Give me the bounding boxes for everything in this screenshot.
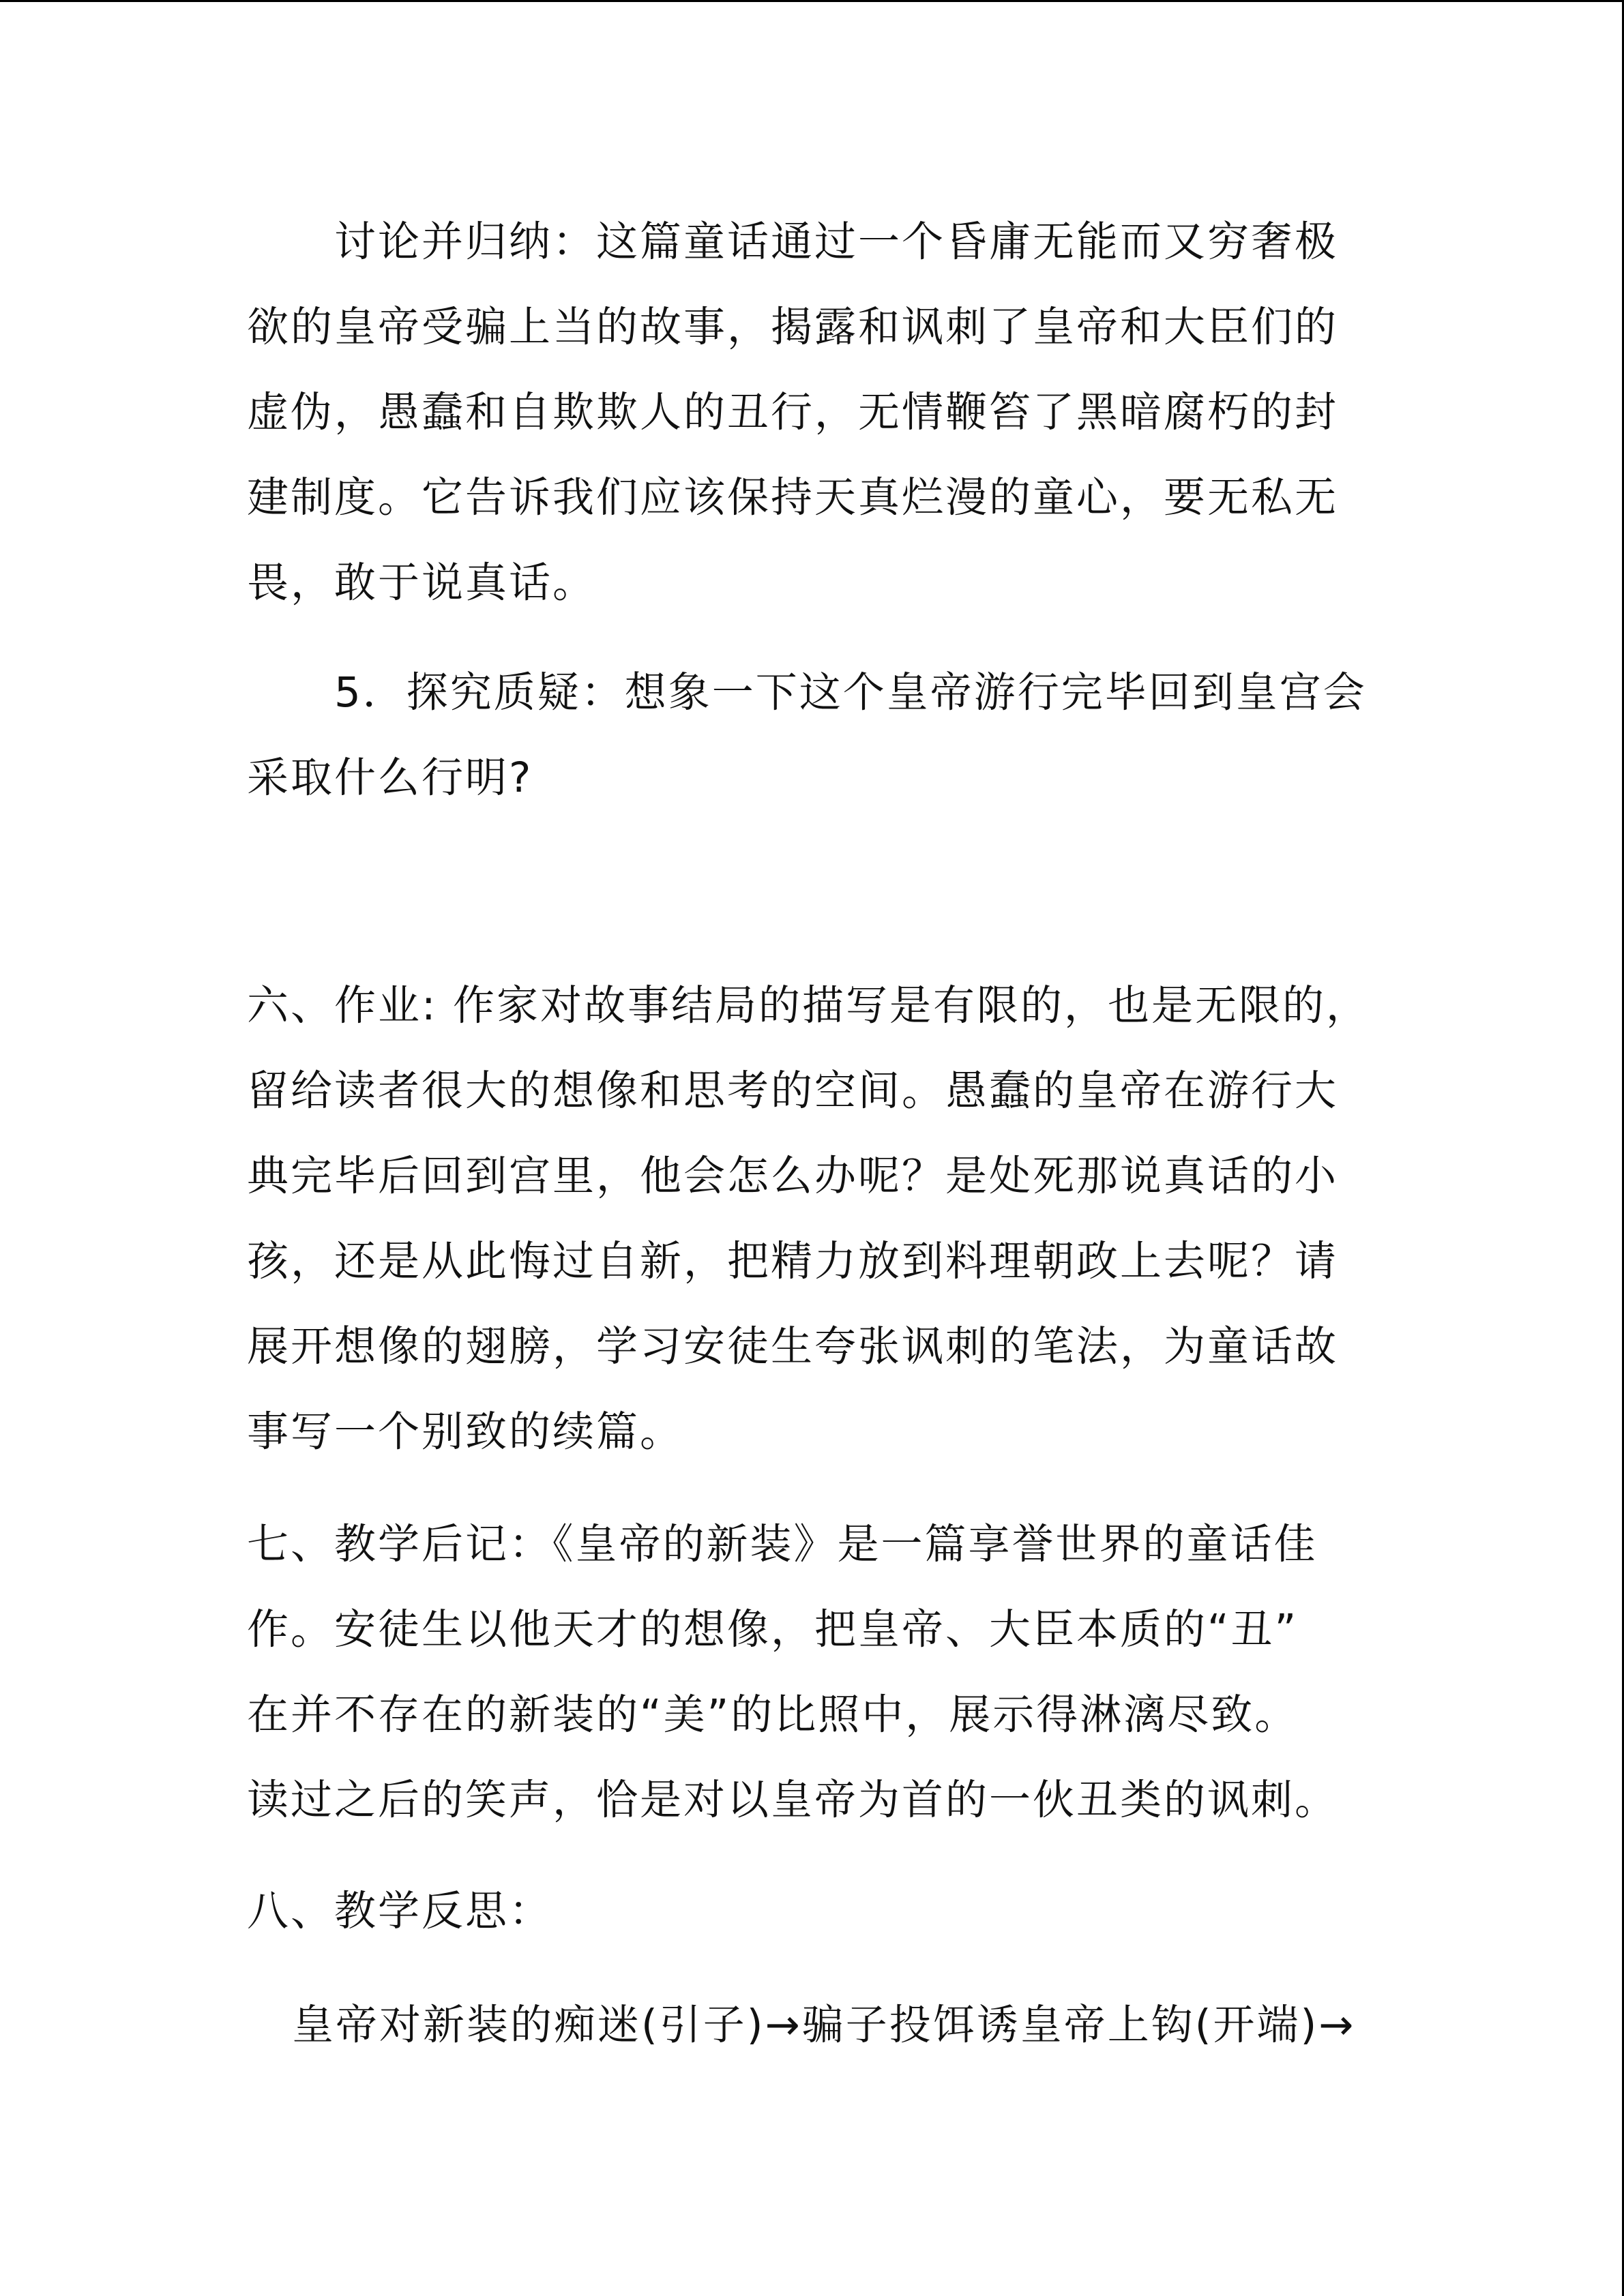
paragraph-line: 讨论并归纳：这篇童话通过一个昏庸无能而又穷奢极 — [334, 218, 1339, 266]
paragraph-line: 读过之后的笑声，恰是对以皇帝为首的一伙丑类的讽刺。 — [247, 1776, 1339, 1824]
paragraph-line: 采取什么行明? — [247, 754, 533, 802]
paragraph-line: 在并不存在的新装的“美”的比照中，展示得淋漓尽致。 — [247, 1690, 1299, 1739]
section-heading: 八、教学反思： — [247, 1887, 553, 1935]
paragraph-line: 建制度。它告诉我们应该保持天真烂漫的童心，要无私无 — [247, 473, 1339, 522]
paragraph-line: 虚伪，愚蠢和自欺欺人的丑行，无情鞭笞了黑暗腐朽的封 — [247, 388, 1339, 436]
paragraph-line: 欲的皇帝受骗上当的故事，揭露和讽刺了皇帝和大臣们的 — [247, 303, 1339, 351]
paragraph-line: 孩，还是从此悔过自新，把精力放到料理朝政上去呢？请 — [247, 1237, 1339, 1285]
paragraph-line: 5．探究质疑：想象一下这个皇帝游行完毕回到皇宫会 — [334, 668, 1367, 717]
paragraph-line: 皇帝对新装的痴迷(引子)→骗子投饵诱皇帝上钩(开端)→ — [292, 2001, 1356, 2049]
paragraph-line: 畏，敢于说真话。 — [247, 558, 597, 607]
paragraph-line: 六、作业: 作家对故事结局的描写是有限的，也是无限的， — [247, 981, 1370, 1030]
paragraph-line: 典完毕后回到宫里，他会怎么办呢？是处死那说真话的小 — [247, 1152, 1339, 1200]
paragraph-line: 作。安徒生以他天才的想像，把皇帝、大臣本质的“丑” — [247, 1605, 1299, 1654]
paragraph-line: 事写一个别致的续篇。 — [247, 1407, 684, 1456]
paragraph-line: 留给读者很大的想像和思考的空间。愚蠢的皇帝在游行大 — [247, 1067, 1339, 1115]
paragraph-line: 展开想像的翅膀，学习安徒生夸张讽刺的笔法，为童话故 — [247, 1322, 1339, 1371]
paragraph-line: 七、教学后记：《皇帝的新装》是一篇享誉世界的童话佳 — [247, 1520, 1318, 1568]
